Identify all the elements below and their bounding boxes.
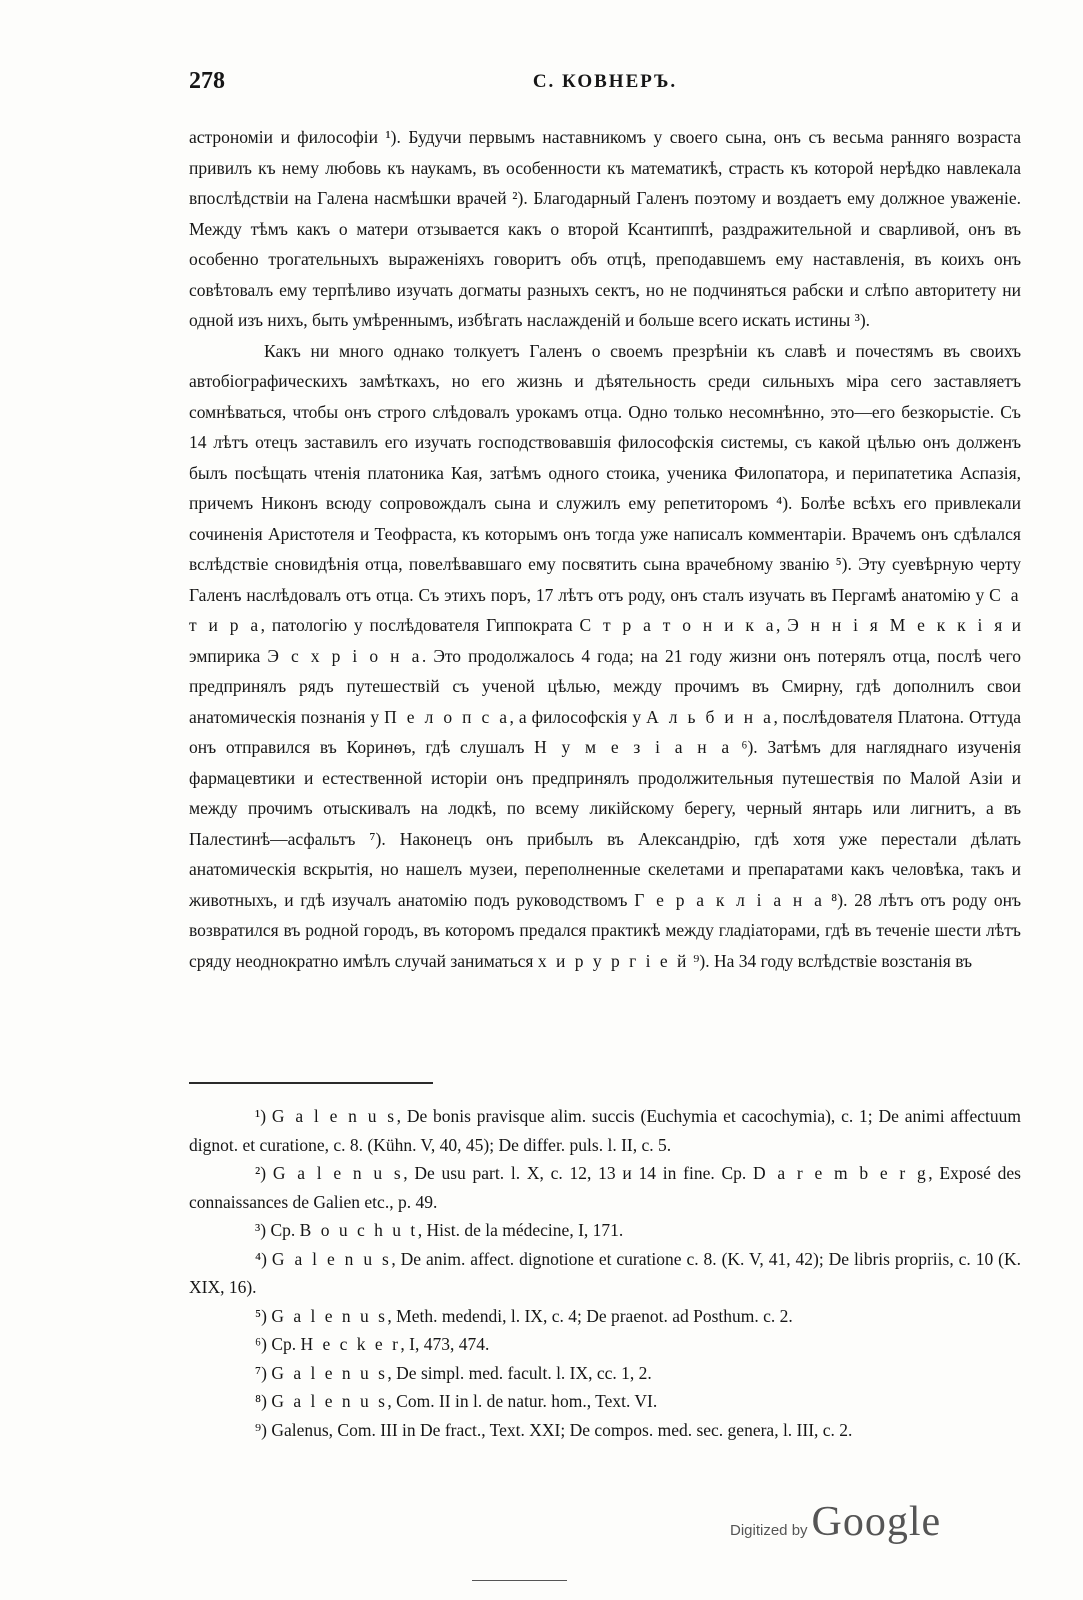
paragraph-2-text: , (775, 615, 788, 635)
spaced-name: А л ь б и н а (646, 706, 774, 727)
footnotes (189, 1102, 1021, 1444)
footnote-text: , De bonis pravisque alim. succis (Euchymia et cacochymia), c. 1; De animi affectuum dignot. et curatione, c. 8. (Kühn. V, 40, 45); De differ. puls. l. II, c. 5. (189, 1106, 1021, 1155)
footnote-2 (189, 1159, 1021, 1216)
main-text (189, 122, 1021, 976)
spaced-name: Н у м е з і а н а (534, 737, 732, 757)
footnote-mark: ²) (255, 1163, 273, 1183)
footnote-text: , Exposé des connaissances de Galien etc., p. 49. (189, 1163, 1021, 1212)
footnote-8 (189, 1387, 1021, 1416)
footnote-author: G a l e n u s (271, 1391, 388, 1411)
paragraph-2-text: , а философскія у (509, 706, 647, 727)
paragraph-2 (189, 336, 1021, 977)
spaced-name: С т р а т о н и к а (579, 615, 776, 635)
footnote-mark: ⁹) (255, 1419, 272, 1440)
footnote-author: G a l e n u s (271, 1248, 392, 1269)
footnote-text: Cp. (271, 1334, 301, 1354)
footnote-text: , Hist. de la médecine, I, 171. (417, 1220, 624, 1240)
spaced-name: Г е р а к л і а н а (634, 889, 825, 910)
footnote-4 (189, 1245, 1021, 1302)
page-header (189, 68, 1021, 102)
footnote-mark: ⁸) (255, 1391, 272, 1411)
footnote-6 (189, 1330, 1021, 1359)
footnote-text: Cp. (270, 1220, 300, 1240)
spaced-name: С а т и р а (189, 584, 1021, 635)
footnote-text: , Com. II in l. de natur. hom., Text. VI. (387, 1391, 658, 1411)
footnote-author: G a l e n u s (272, 1163, 404, 1183)
page-number: 278 (189, 68, 225, 94)
paragraph-2-text: и эмпирика (189, 615, 1021, 666)
footnote-3 (189, 1216, 1021, 1245)
footnote-author: G a l e n u s (271, 1362, 388, 1383)
spaced-name: х и р у р г і е й (537, 950, 689, 971)
watermark-prefix: Digitized by (730, 1522, 808, 1539)
paragraph-1-text: астрономіи и философіи ¹). Будучи первымъ наставникомъ у своего сына, онъ съ весьма ранняго возраста привилъ къ нему любовь къ наукамъ, въ особенности къ математикѣ, страсть къ которой нерѣдко навлекала впослѣдствіи на Галена насмѣшки врачей ²). Благодарный Галенъ поэтому и воздаетъ ему должное уваженіе. Между тѣмъ какъ о матери отзывается какъ о второй Ксантиппѣ, раздражительной и сварливой, онъ въ особенно трогательныхъ выраженіяхъ говоритъ объ отцѣ, преподавшемъ ему наставленія, въ коихъ онъ совѣтовалъ ему терпѣливо изучать догматы разныхъ сектъ, но не подчиняться рабски и слѣпо авторитету ни одной изъ нихъ, быть умѣреннымъ, избѣгать наслажденій и больше всего искать истины ³). (189, 127, 1021, 330)
footnote-7 (189, 1359, 1021, 1388)
footnote-mark: ⁷) (255, 1362, 272, 1383)
footer-rule (472, 1580, 567, 1581)
google-logo: Google (811, 1499, 942, 1545)
paragraph-2-text: Какъ ни много однако толкуетъ Галенъ о своемъ презрѣніи къ славѣ и почестямъ въ своихъ автобіографическихъ замѣткахъ, но его жизнь и дѣятельность среди сильныхъ міра сего заставляетъ сомнѣваться, чтобы онъ строго слѣдовалъ урокамъ отца. Одно только несомнѣнно, это—его безкорыстіе. Съ 14 лѣтъ отецъ заставилъ его изучать господствовавшія философскія системы, съ какой цѣлью онъ долженъ былъ посѣщать чтенія платоника Кая, затѣмъ одного стоика, ученика Филопатора, и перипатетика Аспазія, причемъ Никонъ всюду сопровождалъ сына и служилъ ему репетиторомъ ⁴). Болѣе всѣхъ его привлекали сочиненія Аристотеля и Теофраста, къ которымъ онъ тогда уже написалъ комментаріи. Врачемъ онъ сдѣлался вслѣдствіе сновидѣнія отца, повелѣвавшаго ему посвятить сына врачебному званію ⁵). Эту суевѣрную черту Галенъ наслѣдовалъ отъ отца. Съ этихъ поръ, 17 лѣтъ отъ роду, онъ сталъ изучать въ Пергамѣ анатомію у (189, 340, 1021, 605)
footnote-author: G a l e n u s (271, 1106, 397, 1126)
paragraph-2-text: ⁶). Затѣмъ для нагляднаго изученія фармацевтики и естественной исторіи онъ предпринялъ продолжительныя путешествія по Малой Азіи и между прочимъ отыскивалъ на лодкѣ, по всему ликійскому берегу, черный янтарь или лигнитъ, а въ Палестинѣ—асфальтъ ⁷). Наконецъ онъ прибылъ въ Александрію, гдѣ хотя уже перестали дѣлать анатомическія вскрытія, но нашелъ музеи, переполненные скелетами и препаратами какъ человѣка, такъ и животныхъ, и гдѣ изучалъ анатомію подъ руководствомъ (189, 737, 1021, 910)
footnote-author: B o u c h u t (299, 1220, 418, 1240)
footnote-text: , Meth. medendi, l. IX, c. 4; De praenot. ad Posthum. c. 2. (387, 1305, 793, 1326)
spaced-name: П е л о п с а (384, 706, 510, 727)
footnote-text: , De simpl. med. facult. l. IX, cc. 1, 2. (387, 1362, 652, 1383)
paragraph-2-text: ⁸). 28 лѣтъ отъ роду онъ возвратился въ родной городъ, въ которомъ предался практикѣ между гладіаторами, гдѣ въ теченіе шести лѣтъ сряду неоднократно имѣлъ случай заниматься (189, 889, 1021, 971)
running-title: С. КОВНЕРЪ. (532, 71, 678, 92)
footnote-mark: ⁶) (255, 1334, 272, 1354)
footnote-5 (189, 1302, 1021, 1331)
footnote-text: Galenus, Com. III in De fract., Text. XXI; De compos. med. sec. genera, l. III, c. 2. (271, 1419, 853, 1440)
footnote-author: H e c k e r (300, 1334, 401, 1354)
paragraph-2-text: , патологію у послѣдователя Гиппократа (260, 615, 580, 635)
footnote-mark: ³) (255, 1220, 271, 1240)
footnote-separator (189, 1082, 433, 1084)
footnote-text: , De usu part. l. X, c. 12, 13 и 14 in fine. Cp. (403, 1163, 754, 1183)
spaced-name: Э с х р і о н а (267, 645, 422, 666)
footnote-1 (189, 1102, 1021, 1159)
footnote-mark: ⁴) (255, 1248, 272, 1269)
paragraph-2-text: ⁹). На 34 году вслѣдствіе возстанія въ (688, 950, 973, 971)
paragraph-2-text: . Это продолжалось 4 года; на 21 году жизни онъ потерялъ отца, послѣ чего предпринялъ рядъ путешествій съ ученой цѣлью, между прочимъ въ Смирну, гдѣ дополнилъ свои анатомическія познанія у (189, 645, 1021, 727)
spaced-name: Э н н і я М е к к і я (787, 615, 1005, 635)
footnote-text: , De anim. affect. dignotione et curatione c. 8. (K. V, 41, 42); De libris propriis, c. 10 (K. XIX, 16). (189, 1248, 1021, 1297)
paragraph-2-text: , послѣдователя Платона. Оттуда онъ отправился въ Коринѳъ, гдѣ слушалъ (189, 706, 1021, 757)
paragraph-1 (189, 122, 1021, 336)
footnote-mark: ¹) (255, 1106, 272, 1126)
footnote-text: , I, 473, 474. (400, 1334, 490, 1354)
footnote-author: G a l e n u s (271, 1305, 388, 1326)
footnote-mark: ⁵) (255, 1305, 272, 1326)
footnote-9 (189, 1416, 1021, 1445)
footnote-author: D a r e m b e r g (753, 1163, 929, 1183)
digitized-watermark (730, 1498, 941, 1546)
